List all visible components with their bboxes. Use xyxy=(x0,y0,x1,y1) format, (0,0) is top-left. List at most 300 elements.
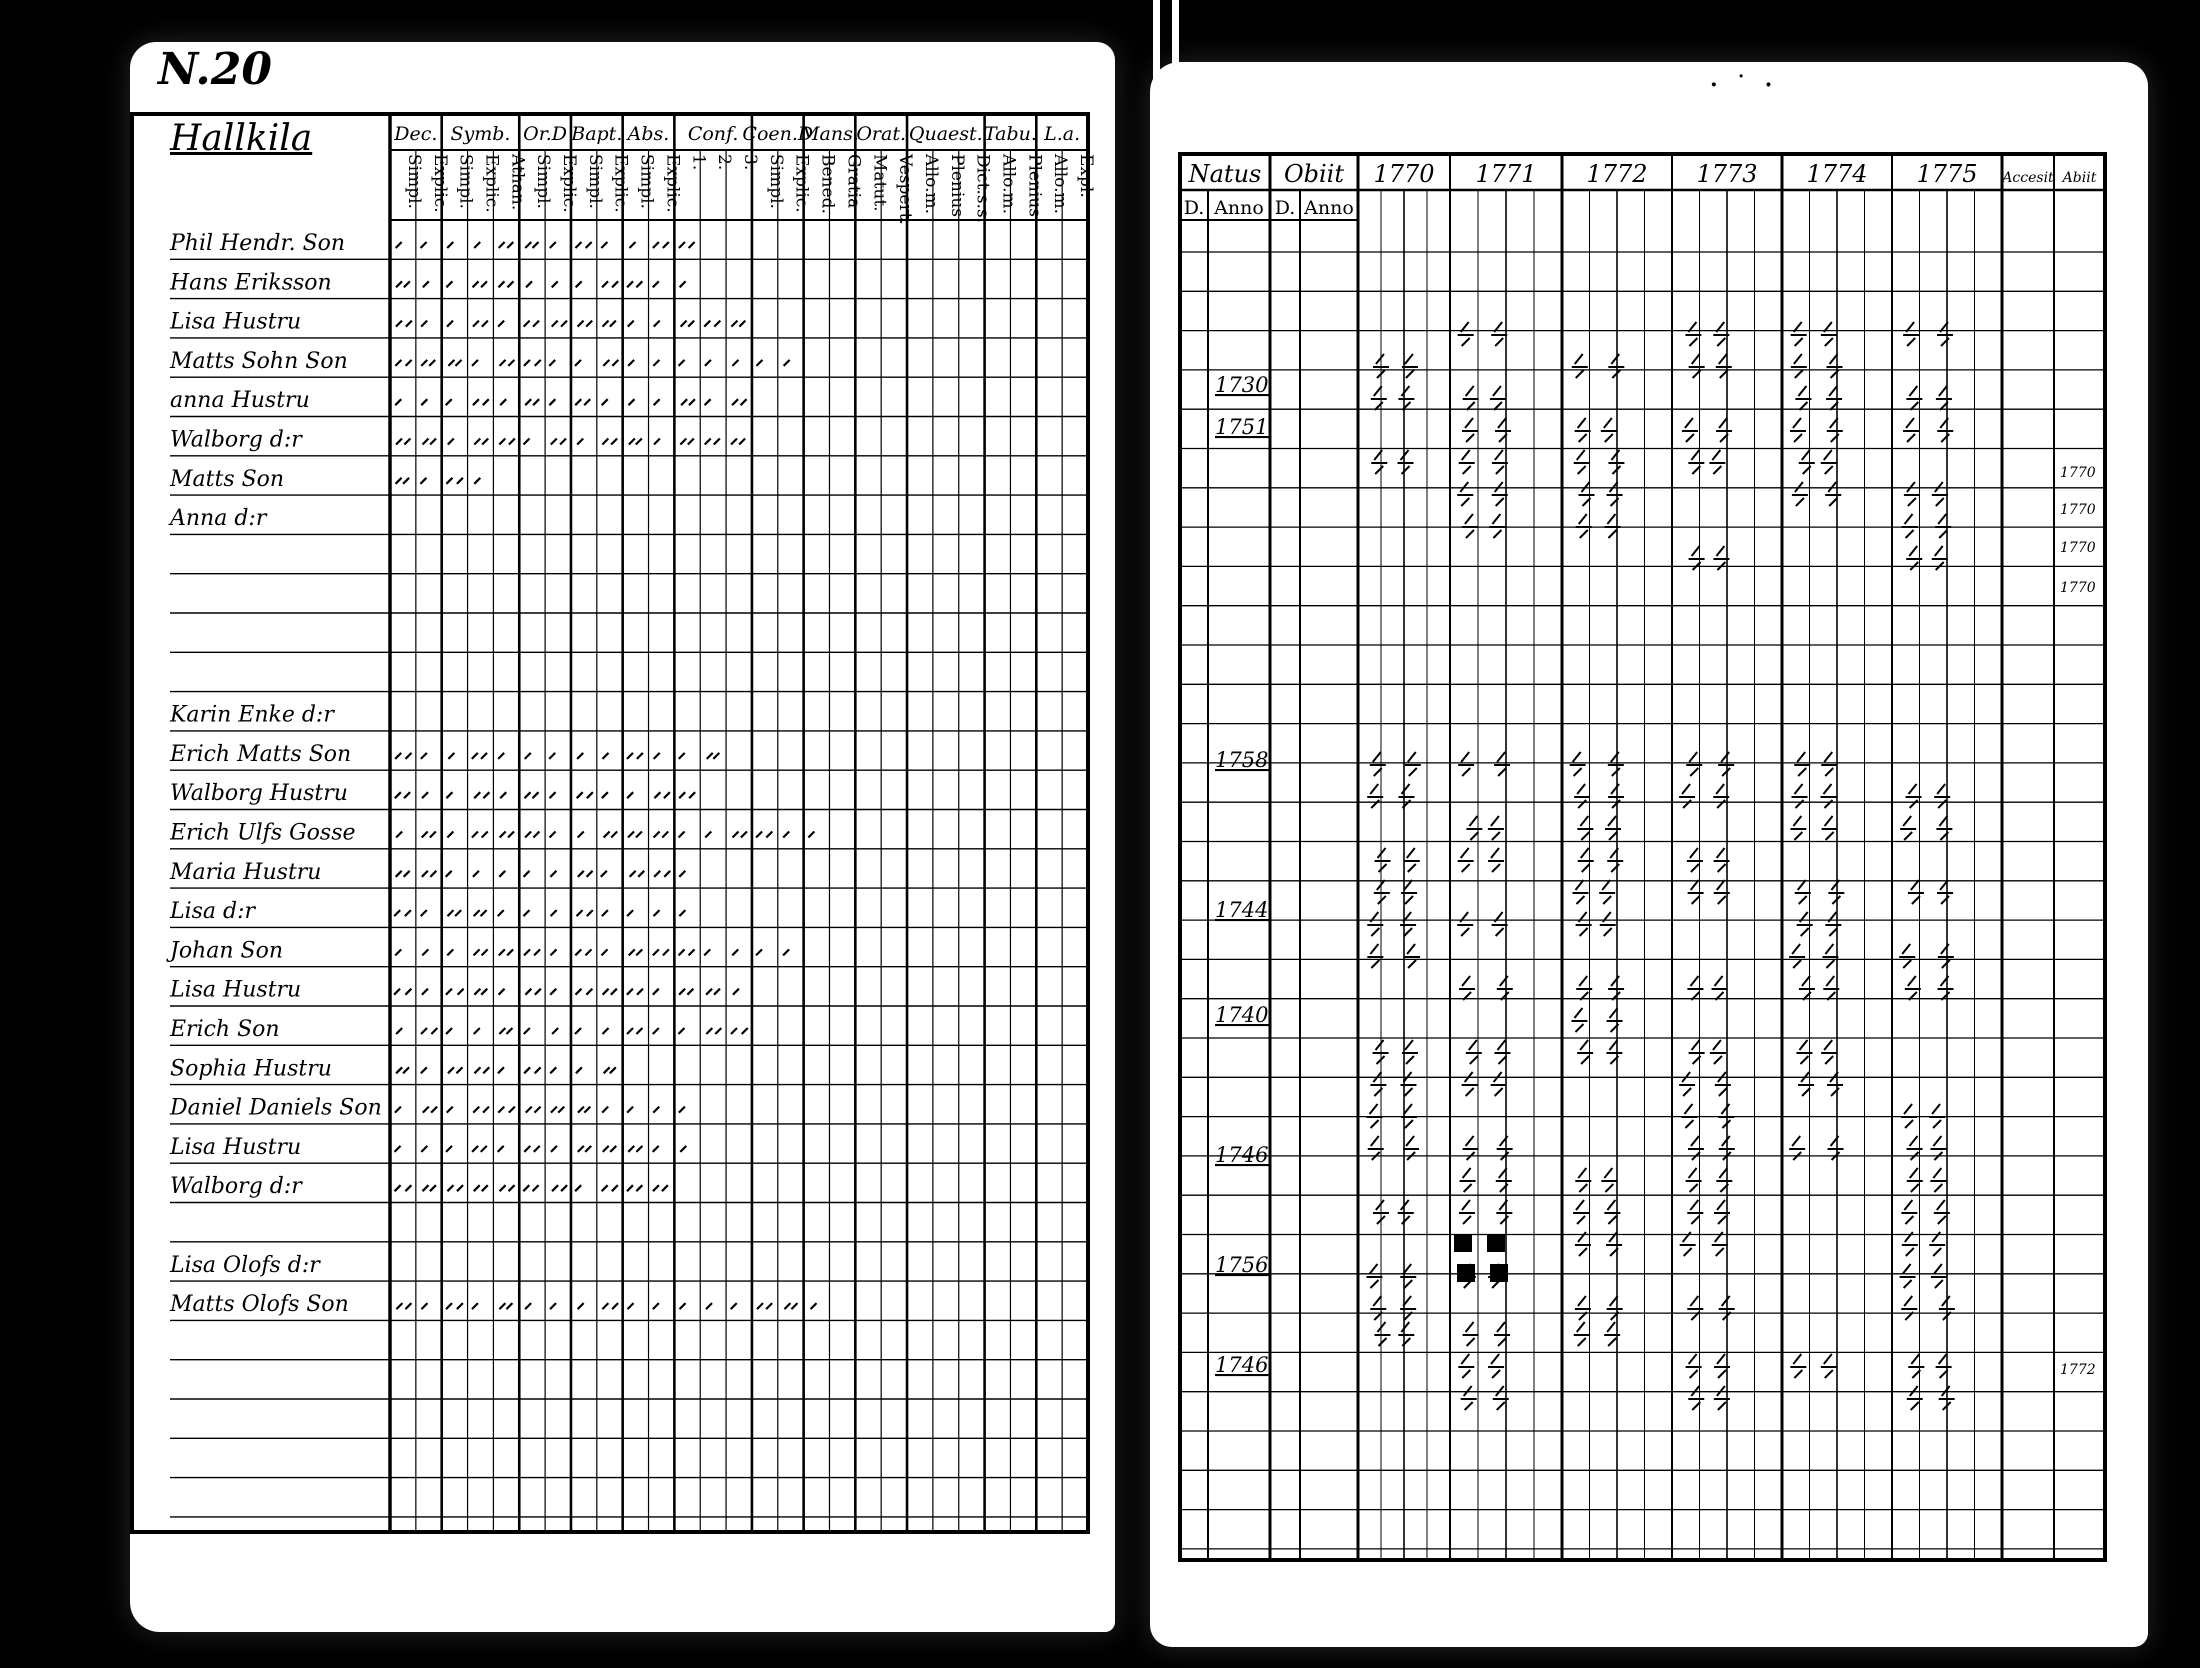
tally-mark xyxy=(404,439,410,445)
tally-mark xyxy=(636,949,642,955)
tally-mark xyxy=(550,242,556,248)
person-name: Walborg d:r xyxy=(170,427,302,453)
birth-year: 1758 xyxy=(1215,748,1269,772)
fraction-mark xyxy=(1901,1104,1917,1128)
person-name: anna Hustru xyxy=(170,388,310,414)
tally-mark xyxy=(706,1028,712,1034)
fraction-mark xyxy=(1463,1322,1479,1346)
tally-mark xyxy=(689,792,695,798)
fraction-mark xyxy=(1901,1296,1917,1320)
fraction-mark xyxy=(1573,1200,1589,1224)
tally-mark xyxy=(679,871,685,877)
tally-mark xyxy=(578,321,584,327)
tally-mark xyxy=(525,832,531,838)
person-name: Lisa d:r xyxy=(170,899,256,925)
tally-mark xyxy=(653,242,659,248)
tally-mark xyxy=(706,989,712,995)
tally-mark xyxy=(473,321,479,327)
tally-mark xyxy=(629,949,635,955)
column-header: 1775 xyxy=(1916,160,1978,188)
tally-mark xyxy=(534,949,540,955)
tally-mark xyxy=(784,1303,790,1309)
tally-mark xyxy=(733,832,739,838)
tally-mark xyxy=(577,753,583,759)
fraction-mark xyxy=(1820,784,1836,808)
fraction-mark xyxy=(1497,976,1513,1000)
tally-mark xyxy=(533,1185,539,1191)
fraction-mark xyxy=(1797,912,1813,936)
sub-header: D. xyxy=(1274,197,1296,219)
tally-mark xyxy=(446,281,452,287)
birth-year: 1744 xyxy=(1215,898,1269,922)
tally-mark xyxy=(551,1107,557,1113)
tally-mark xyxy=(586,242,592,248)
tally-mark xyxy=(654,321,660,327)
tally-mark xyxy=(654,910,660,916)
fraction-mark xyxy=(1716,418,1732,442)
tally-mark xyxy=(550,949,556,955)
tally-mark xyxy=(446,792,452,798)
birth-year: 1746 xyxy=(1215,1353,1269,1377)
tally-mark xyxy=(653,281,659,287)
tally-mark xyxy=(681,321,687,327)
right-fraction-marks xyxy=(1366,322,1954,1410)
fraction-mark xyxy=(1937,880,1953,904)
tally-mark xyxy=(654,832,660,838)
tally-mark xyxy=(741,832,747,838)
tally-mark xyxy=(577,792,583,798)
tally-mark xyxy=(612,360,618,366)
fraction-mark xyxy=(1715,1072,1731,1096)
tally-mark xyxy=(508,360,514,366)
tally-mark xyxy=(455,360,461,366)
tally-mark xyxy=(482,321,488,327)
fraction-mark xyxy=(1466,1040,1482,1064)
fraction-mark xyxy=(1457,482,1473,506)
tally-mark xyxy=(575,989,581,995)
fraction-mark xyxy=(1687,1296,1703,1320)
person-name: Erich Matts Son xyxy=(170,741,352,767)
tally-mark xyxy=(705,360,711,366)
fraction-mark xyxy=(1687,848,1703,872)
fraction-mark xyxy=(1606,1232,1622,1256)
person-name: Daniel Daniels Son xyxy=(170,1095,382,1121)
fraction-mark xyxy=(1936,816,1952,840)
abiit-year: 1770 xyxy=(2060,465,2096,481)
tally-mark xyxy=(394,989,400,995)
fraction-mark xyxy=(1490,386,1506,410)
tally-mark xyxy=(405,1185,411,1191)
tally-mark xyxy=(705,832,711,838)
tally-mark xyxy=(456,1067,462,1073)
sub-header: Explic. xyxy=(481,154,502,213)
fraction-mark xyxy=(1939,1386,1955,1410)
fraction-mark xyxy=(1488,1354,1504,1378)
tally-mark xyxy=(446,1146,452,1152)
fraction-mark xyxy=(1679,784,1695,808)
fraction-mark xyxy=(1371,450,1387,474)
tally-mark xyxy=(430,1185,436,1191)
fraction-mark xyxy=(1901,1200,1917,1224)
sub-header: Matut. xyxy=(869,154,890,212)
tally-mark xyxy=(732,399,738,405)
tally-mark xyxy=(430,871,436,877)
tally-mark xyxy=(483,1067,489,1073)
tally-mark xyxy=(578,1146,584,1152)
sub-header: Allo.m. xyxy=(998,154,1019,215)
tally-mark xyxy=(395,399,401,405)
tally-mark xyxy=(524,1146,530,1152)
tally-mark xyxy=(396,1028,402,1034)
tally-mark xyxy=(664,871,670,877)
sub-header: Anno xyxy=(1214,197,1264,219)
fraction-mark xyxy=(1398,1200,1414,1224)
tally-mark xyxy=(731,439,737,445)
tally-mark xyxy=(601,871,607,877)
fraction-mark xyxy=(1790,418,1806,442)
tally-mark xyxy=(587,871,593,877)
tally-mark xyxy=(535,1107,541,1113)
tally-mark xyxy=(405,753,411,759)
tally-mark xyxy=(405,1303,411,1309)
tally-mark xyxy=(611,989,617,995)
fraction-mark xyxy=(1608,752,1624,776)
fraction-mark xyxy=(1575,418,1591,442)
sub-header: Bened. xyxy=(817,154,838,214)
fraction-mark xyxy=(1604,514,1620,538)
fraction-mark xyxy=(1404,848,1420,872)
tally-mark xyxy=(679,360,685,366)
fraction-mark xyxy=(1679,1072,1695,1096)
tally-mark xyxy=(636,1185,642,1191)
fraction-mark xyxy=(1605,816,1621,840)
fraction-mark xyxy=(1575,1232,1591,1256)
fraction-mark xyxy=(1579,482,1595,506)
fraction-mark xyxy=(1574,784,1590,808)
tally-mark xyxy=(457,1303,463,1309)
fraction-mark xyxy=(1718,1104,1734,1128)
fraction-mark xyxy=(1578,848,1594,872)
fraction-mark xyxy=(1827,418,1843,442)
fraction-mark xyxy=(1494,1040,1510,1064)
tally-mark xyxy=(628,832,634,838)
tally-mark xyxy=(482,832,488,838)
tally-mark xyxy=(705,399,711,405)
page-number: N.20 xyxy=(158,44,272,95)
tally-mark xyxy=(681,399,687,405)
fraction-mark xyxy=(1899,944,1915,968)
tally-mark xyxy=(653,1185,659,1191)
fraction-mark xyxy=(1937,418,1953,442)
tally-mark xyxy=(474,478,480,484)
tally-mark xyxy=(549,753,555,759)
tally-mark xyxy=(662,1185,668,1191)
sub-header: Plenius xyxy=(946,154,967,217)
tally-mark xyxy=(654,871,660,877)
fraction-mark xyxy=(1492,912,1508,936)
column-header: 1771 xyxy=(1475,160,1537,188)
fraction-mark xyxy=(1936,1354,1952,1378)
tally-mark xyxy=(603,1146,609,1152)
tally-mark xyxy=(405,989,411,995)
tally-mark xyxy=(474,910,480,916)
tally-mark xyxy=(560,439,566,445)
birth-year: 1730 xyxy=(1215,373,1269,397)
tally-mark xyxy=(498,1146,504,1152)
person-name: Phil Hendr. Son xyxy=(170,231,346,256)
fraction-mark xyxy=(1491,1072,1507,1096)
tally-mark xyxy=(713,753,719,759)
tally-mark xyxy=(507,281,513,287)
fraction-mark xyxy=(1689,354,1705,378)
tally-mark xyxy=(526,281,532,287)
tally-mark xyxy=(587,910,593,916)
fraction-mark xyxy=(1599,880,1615,904)
tally-mark xyxy=(550,792,556,798)
tally-mark xyxy=(731,1028,737,1034)
tally-mark xyxy=(421,1303,427,1309)
tally-mark xyxy=(628,1146,634,1152)
tally-mark xyxy=(561,1185,567,1191)
sub-header: Allo.m. xyxy=(1050,154,1071,215)
tally-mark xyxy=(481,910,487,916)
person-name: Matts Son xyxy=(170,466,285,492)
tally-mark xyxy=(524,1067,530,1073)
tally-mark xyxy=(474,1067,480,1073)
tally-mark xyxy=(448,360,454,366)
tally-mark xyxy=(472,1146,478,1152)
tally-mark xyxy=(473,281,479,287)
birth-year-column xyxy=(1215,373,1268,1377)
fraction-mark xyxy=(1572,880,1588,904)
tally-mark xyxy=(653,1146,659,1152)
fraction-mark xyxy=(1821,450,1837,474)
tally-mark xyxy=(610,321,616,327)
fraction-mark xyxy=(1792,482,1808,506)
fraction-mark xyxy=(1373,354,1389,378)
sub-header: Explic. xyxy=(610,154,631,213)
tally-mark xyxy=(421,242,427,248)
fraction-mark xyxy=(1902,514,1918,538)
tally-mark xyxy=(483,399,489,405)
tally-mark xyxy=(506,1028,512,1034)
tally-mark xyxy=(472,832,478,838)
tally-mark xyxy=(534,1146,540,1152)
tally-mark xyxy=(422,1185,428,1191)
tally-mark xyxy=(525,242,531,248)
fraction-mark xyxy=(1601,1168,1617,1192)
tally-mark xyxy=(482,1185,488,1191)
fraction-mark xyxy=(1491,322,1507,346)
sub-header: 1. xyxy=(688,154,709,171)
tally-mark xyxy=(603,360,609,366)
fraction-mark xyxy=(1900,1264,1916,1288)
tally-mark xyxy=(446,1303,452,1309)
tally-mark xyxy=(446,478,452,484)
fraction-mark xyxy=(1375,848,1391,872)
group-header: Tabu. xyxy=(983,123,1037,145)
fraction-mark xyxy=(1366,1264,1382,1288)
tally-mark xyxy=(739,439,745,445)
tally-mark xyxy=(472,1303,478,1309)
tally-mark xyxy=(430,439,436,445)
tally-mark xyxy=(526,1107,532,1113)
fraction-mark xyxy=(1904,482,1920,506)
tally-mark xyxy=(481,753,487,759)
tally-mark xyxy=(523,910,529,916)
tally-mark xyxy=(654,753,660,759)
fraction-mark xyxy=(1608,354,1624,378)
tally-mark xyxy=(679,1107,685,1113)
tally-mark xyxy=(498,753,504,759)
tally-mark xyxy=(500,360,506,366)
tally-mark xyxy=(483,1107,489,1113)
tally-mark xyxy=(507,242,513,248)
fraction-mark xyxy=(1908,880,1924,904)
sub-header: Simpl. xyxy=(533,154,554,209)
fraction-mark xyxy=(1908,1354,1924,1378)
tally-mark xyxy=(403,478,409,484)
sub-header: Dict.s.s. xyxy=(972,154,993,224)
tally-mark xyxy=(575,1185,581,1191)
tally-mark xyxy=(447,949,453,955)
tally-mark xyxy=(500,1185,506,1191)
fraction-mark xyxy=(1716,1168,1732,1192)
fraction-mark xyxy=(1367,1104,1383,1128)
tally-mark xyxy=(653,360,659,366)
tally-mark xyxy=(457,1185,463,1191)
tally-mark xyxy=(421,1146,427,1152)
tally-mark xyxy=(586,989,592,995)
tally-mark xyxy=(483,792,489,798)
tally-mark xyxy=(396,242,402,248)
birth-year: 1756 xyxy=(1215,1253,1269,1277)
fraction-mark xyxy=(1687,1200,1703,1224)
fraction-mark xyxy=(1496,1200,1512,1224)
tally-mark xyxy=(481,1146,487,1152)
tally-mark xyxy=(396,439,402,445)
tally-mark xyxy=(653,1303,659,1309)
tally-mark xyxy=(628,399,634,405)
tally-mark xyxy=(395,753,401,759)
tally-mark xyxy=(602,321,608,327)
fraction-mark xyxy=(1719,1296,1735,1320)
fraction-mark xyxy=(1570,752,1586,776)
tally-mark xyxy=(499,242,505,248)
tally-mark xyxy=(689,242,695,248)
tally-mark xyxy=(679,242,685,248)
tally-mark xyxy=(578,1303,584,1309)
tally-mark xyxy=(473,871,479,877)
tally-mark xyxy=(421,360,427,366)
tally-mark xyxy=(561,321,567,327)
fraction-mark xyxy=(1681,1104,1697,1128)
tally-mark xyxy=(783,832,789,838)
fraction-mark xyxy=(1495,418,1511,442)
fraction-mark xyxy=(1827,1072,1843,1096)
fraction-mark xyxy=(1459,1200,1475,1224)
tally-mark xyxy=(533,792,539,798)
tally-mark xyxy=(636,1028,642,1034)
tally-mark xyxy=(627,1185,633,1191)
fraction-mark xyxy=(1799,450,1815,474)
fraction-mark xyxy=(1459,450,1475,474)
tally-mark xyxy=(551,910,557,916)
tally-mark xyxy=(680,1303,686,1309)
fraction-mark xyxy=(1932,482,1948,506)
tally-mark xyxy=(575,399,581,405)
tally-mark xyxy=(602,439,608,445)
tally-mark xyxy=(535,989,541,995)
right-register-table xyxy=(1150,62,2148,1647)
fraction-mark xyxy=(1931,1264,1947,1288)
fraction-mark xyxy=(1822,816,1838,840)
tally-mark xyxy=(498,1107,504,1113)
tally-mark xyxy=(714,439,720,445)
tally-mark xyxy=(680,281,686,287)
fraction-mark xyxy=(1374,1322,1390,1346)
tally-mark xyxy=(756,832,762,838)
fraction-mark xyxy=(1902,1232,1918,1256)
tally-mark xyxy=(575,242,581,248)
tally-mark xyxy=(575,949,581,955)
tally-mark xyxy=(687,989,693,995)
column-header: 1773 xyxy=(1696,160,1758,188)
person-name: Johan Son xyxy=(170,938,283,964)
tally-mark xyxy=(552,1185,558,1191)
sub-header: 3. xyxy=(740,154,760,171)
fraction-mark xyxy=(1688,880,1704,904)
tally-mark xyxy=(447,1185,453,1191)
fraction-mark xyxy=(1373,1200,1389,1224)
tally-mark xyxy=(431,1028,437,1034)
group-header: Abs. xyxy=(627,123,670,145)
birth-year: 1751 xyxy=(1215,415,1269,439)
tally-mark xyxy=(731,321,737,327)
tally-mark xyxy=(585,1146,591,1152)
fraction-mark xyxy=(1821,1040,1837,1064)
tally-mark xyxy=(405,910,411,916)
ink-blot xyxy=(1457,1264,1475,1282)
group-header: Bapt. xyxy=(571,123,623,145)
group-header: Or.D xyxy=(523,123,568,145)
tally-mark xyxy=(455,910,461,916)
tally-mark xyxy=(664,792,670,798)
tally-mark xyxy=(474,949,480,955)
tally-mark xyxy=(446,989,452,995)
tally-mark xyxy=(602,792,608,798)
abiit-year-column xyxy=(2060,465,2096,1378)
tally-mark xyxy=(733,989,739,995)
fraction-mark xyxy=(1821,1354,1837,1378)
fraction-mark xyxy=(1794,752,1810,776)
tally-mark xyxy=(636,281,642,287)
tally-mark xyxy=(791,1303,797,1309)
tally-mark xyxy=(396,478,402,484)
tally-mark xyxy=(811,1303,817,1309)
tally-mark xyxy=(783,949,789,955)
tally-mark xyxy=(678,1028,684,1034)
tally-mark xyxy=(653,949,659,955)
fraction-mark xyxy=(1688,1386,1704,1410)
tally-mark xyxy=(602,281,608,287)
left-column-headers xyxy=(393,123,1096,225)
tally-mark xyxy=(509,439,515,445)
tally-mark xyxy=(524,1028,530,1034)
fraction-mark xyxy=(1494,752,1510,776)
tally-mark xyxy=(481,281,487,287)
tally-mark xyxy=(637,753,643,759)
